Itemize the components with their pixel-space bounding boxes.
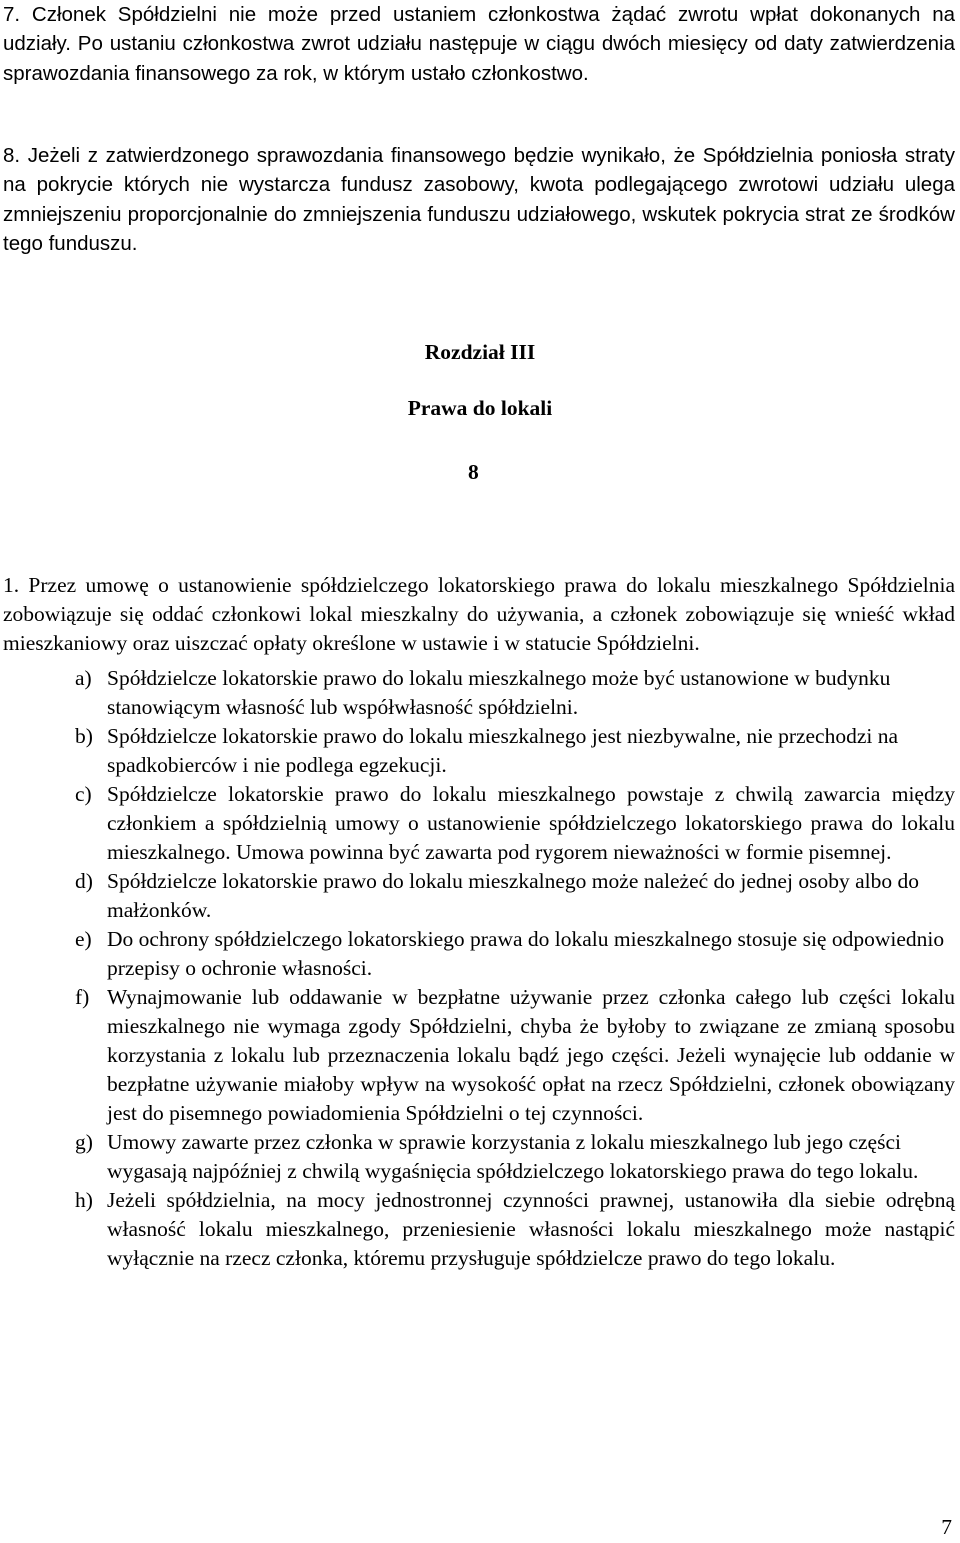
list-item-text: Jeżeli spółdzielnia, na mocy jednostronnej czynności prawnej, ustanowiła dla siebie odrębną własność lokalu mieszkalnego, przeniesienie własności lokalu mieszkalnego może nastąpić wyłącznie na rzecz członka, któremu przysługuje spółdzielcze prawo do tego lokalu. xyxy=(107,1188,955,1270)
list-item-text: Umowy zawarte przez członka w sprawie korzystania z lokalu mieszkalnego lub jego części wygasają najpóźniej z chwilą wygaśnięcia spółdzielczego lokatorskiego prawa do tego lokalu. xyxy=(107,1130,919,1183)
list-item xyxy=(77,1128,955,1186)
list-item-label: g) xyxy=(75,1130,93,1154)
list-item xyxy=(77,780,955,867)
page-number: 7 xyxy=(941,1515,952,1539)
list-item-label: b) xyxy=(75,724,93,748)
chapter-number: Rozdział III xyxy=(424,340,536,364)
list-item-text: Spółdzielcze lokatorskie prawo do lokalu mieszkalnego powstaje z chwilą zawarcia między członkiem a spółdzielnią umowy o ustanowienie spółdzielczego lokatorskiego prawa do lokalu mieszkalnego. Umowa powinna być zawarta pod rygorem nieważności w formie pisemnej. xyxy=(107,782,955,864)
list-item-text: Spółdzielcze lokatorskie prawo do lokalu mieszkalnego może należeć do jednej osoby albo do małżonków. xyxy=(107,869,919,922)
list-item-label: h) xyxy=(75,1188,93,1212)
chapter-title: Prawa do lokali xyxy=(407,396,553,420)
list-item xyxy=(77,722,955,780)
list-item-text: Do ochrony spółdzielczego lokatorskiego prawa do lokalu mieszkalnego stosuje się odpowiednio przepisy o ochronie własności. xyxy=(107,927,945,980)
rights-list xyxy=(77,664,955,1273)
list-item-text: Spółdzielcze lokatorskie prawo do lokalu mieszkalnego jest niezbywalne, nie przechodzi na spadkobierców i nie podlega egzekucji. xyxy=(107,724,899,777)
list-item xyxy=(77,664,955,722)
list-item xyxy=(77,1186,955,1273)
list-item xyxy=(77,983,955,1128)
section-number: 8 xyxy=(468,460,479,484)
list-item-label: e) xyxy=(75,927,92,951)
paragraph-8: 8. Jeżeli z zatwierdzonego sprawozdania finansowego będzie wynikało, że Spółdzielnia poniosła straty na pokrycie których nie wystarcza fundusz zasobowy, kwota podlegającego zwrotowi udziału ulega zmniejszeniu proporcjonalnie do zmniejszenia funduszu udziałowego, wskutek pokrycia strat ze środków tego funduszu. xyxy=(3,144,955,256)
list-item-text: Spółdzielcze lokatorskie prawo do lokalu mieszkalnego może być ustanowione w budynku stanowiącym własność lub współwłasność spółdzielni. xyxy=(107,666,891,719)
list-item-label: a) xyxy=(75,666,92,690)
list-item xyxy=(77,867,955,925)
list-item-label: f) xyxy=(75,985,90,1009)
intro-paragraph: 1. Przez umowę o ustanowienie spółdzielczego lokatorskiego prawa do lokalu mieszkalnego Spółdzielnia zobowiązuje się oddać członkowi lokal mieszkalny do używania, a członek zobowiązuje się wnieść wkład mieszkaniowy oraz uiszczać opłaty określone w ustawie i w statucie Spółdzielni. xyxy=(3,572,955,655)
section-heading xyxy=(462,460,479,485)
list-item xyxy=(77,925,955,983)
list-item-label: c) xyxy=(75,782,92,806)
paragraph-7: 7. Członek Spółdzielni nie może przed ustaniem członkostwa żądać zwrotu wpłat dokonanych na udziały. Po ustaniu członkostwa zwrot udziału następuje w ciągu dwóch miesięcy od daty zatwierdzenia sprawozdania finansowego za rok, w którym ustało członkostwo. xyxy=(3,3,955,85)
list-item-text: Wynajmowanie lub oddawanie w bezpłatne używanie przez członka całego lub części lokalu mieszkalnego nie wymaga zgody Spółdzielni, chyba że byłoby to związane ze zmianą sposobu korzystania z lokalu lub przeznaczenia lokalu bądź jego części. Jeżeli wynajęcie lub oddanie w bezpłatne używanie miałoby wpływ na wysokość opłat na rzecz Spółdzielni, członek obowiązany jest do pisemnego powiadomienia Spółdzielni o tej czynności. xyxy=(107,985,955,1125)
list-item-label: d) xyxy=(75,869,93,893)
